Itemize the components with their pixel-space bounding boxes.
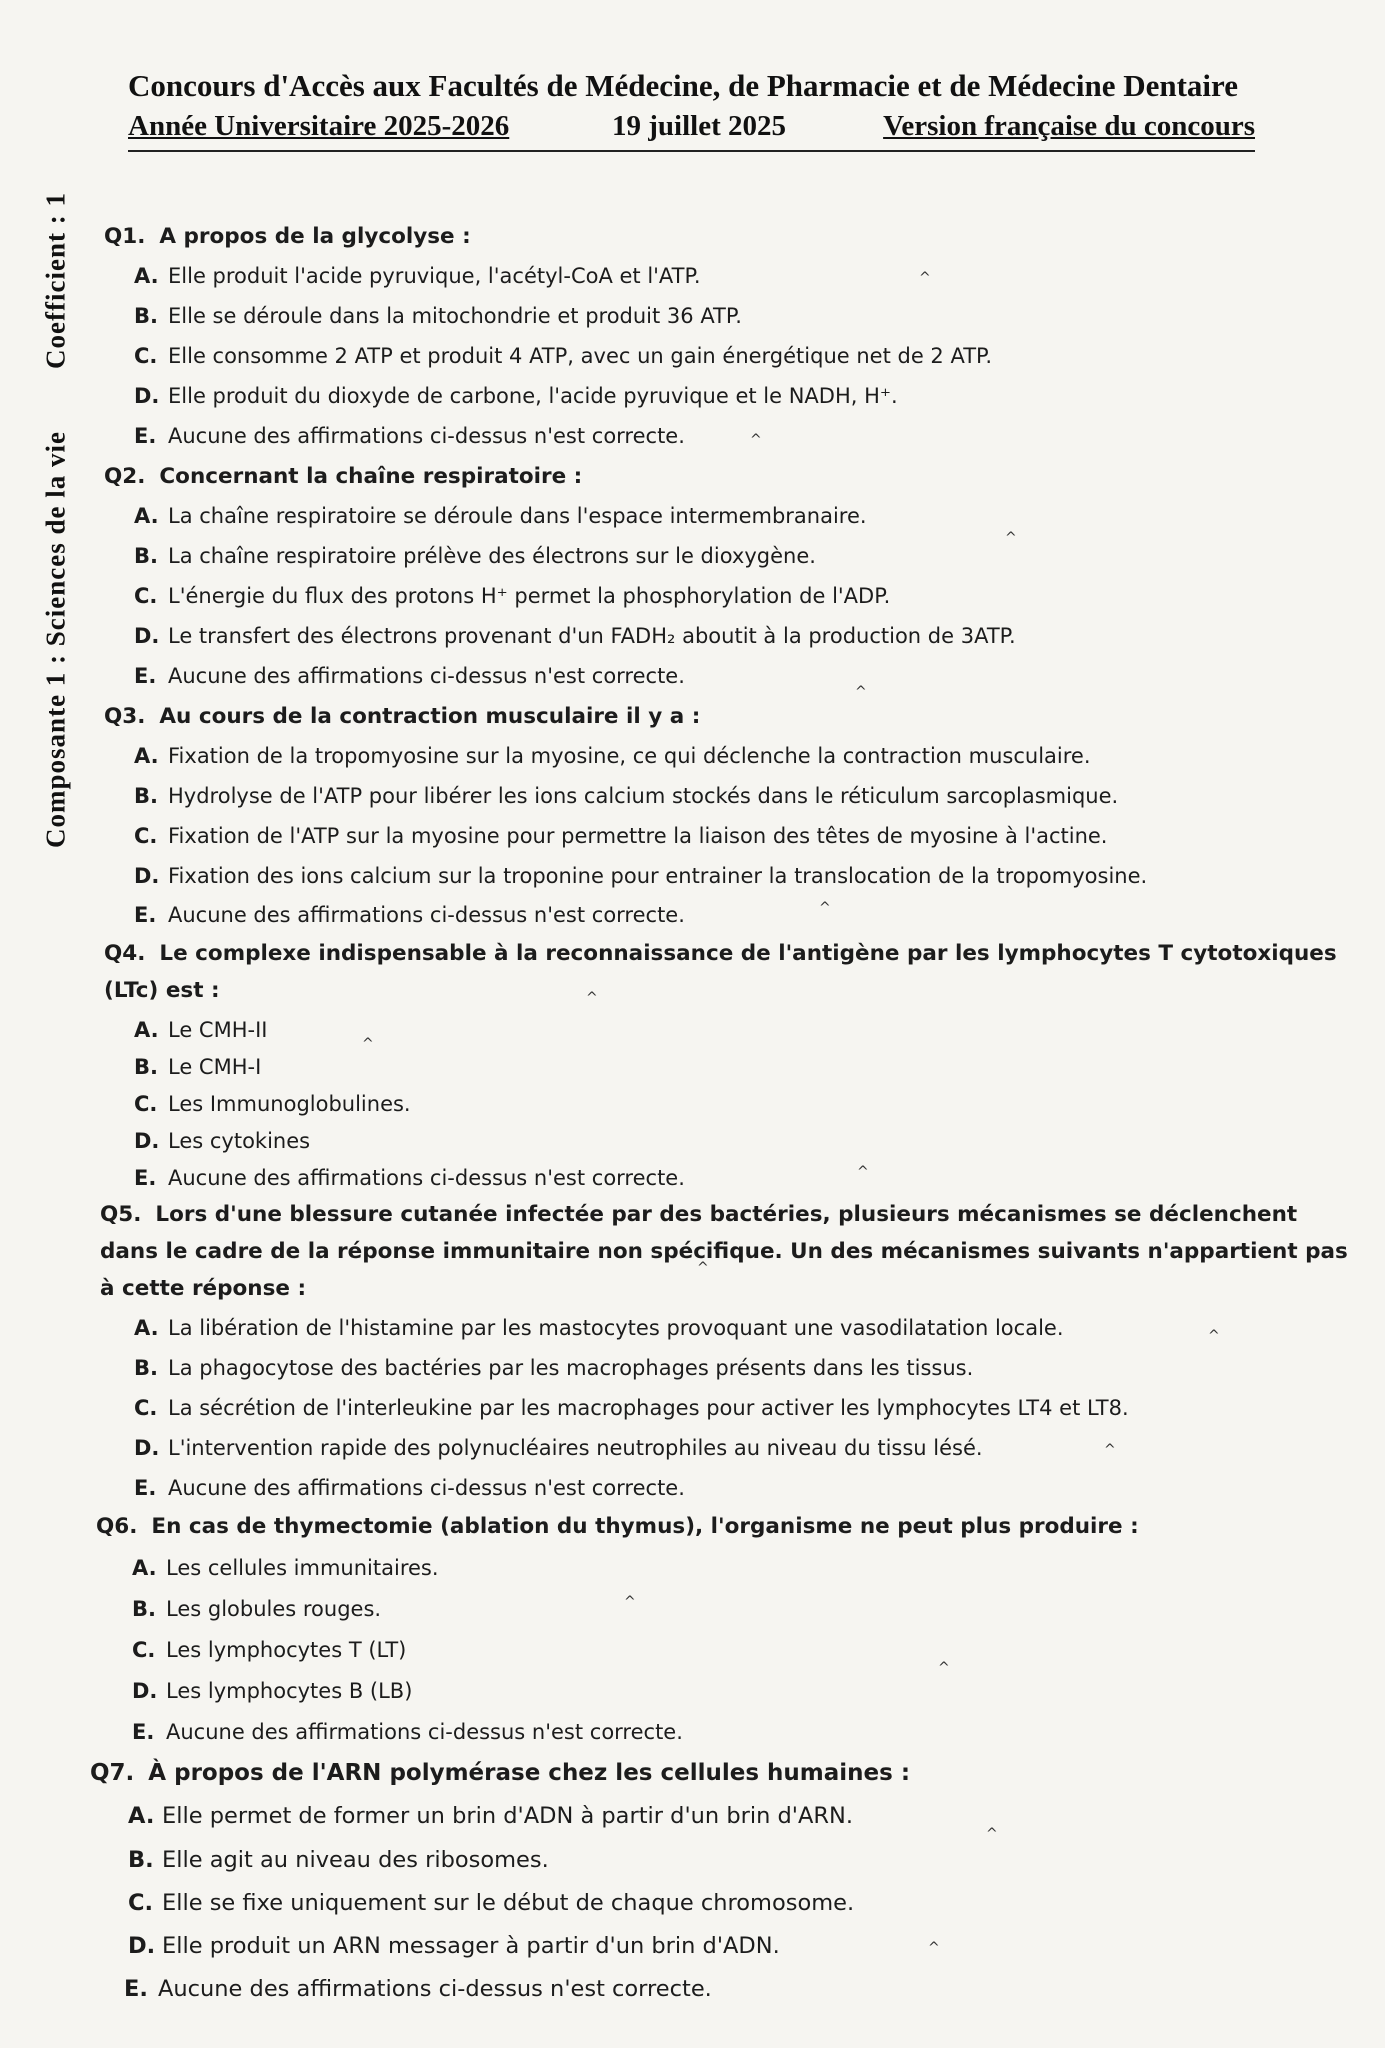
question-number: Q1. [104,224,146,249]
option-letter: C. [134,584,158,608]
header-title: Concours d'Accès aux Facultés de Médecine, de Pharmacie et de Médecine Dentaire [128,68,1239,103]
question-text: En cas de thymectomie (ablation du thymus), l'organisme ne peut plus produire : [151,1514,1139,1539]
question-stem [96,1508,1139,1545]
caret-mark: ^ [750,432,762,448]
option-e[interactable] [134,897,685,934]
option-text: Aucune des affirmations ci-dessus n'est correcte. [166,1720,683,1744]
option-letter: B. [134,544,158,568]
question-number: Q5. [100,1202,142,1227]
caret-mark: ^ [938,1660,950,1676]
option-text: Les globules rouges. [166,1597,382,1621]
option-b[interactable] [134,298,742,335]
option-e[interactable] [124,1971,712,2008]
option-a[interactable] [132,1550,439,1587]
option-letter: B. [134,1055,158,1079]
question-stem [104,218,471,255]
option-text: Fixation de la tropomyosine sur la myosine, ce qui déclenche la contraction musculaire. [168,744,1091,768]
question-stem [90,1755,910,1792]
question-number: Q7. [90,1760,135,1786]
caret-mark: ^ [855,684,867,700]
option-letter: C. [132,1638,156,1662]
option-d[interactable] [128,1928,780,1965]
question-text: A propos de la glycolyse : [159,224,471,249]
question-text: Au cours de la contraction musculaire il y a : [159,704,701,729]
option-text: Fixation de l'ATP sur la myosine pour permettre la liaison des têtes de myosine à l'actine. [168,824,1108,848]
caret-mark: ^ [1104,1442,1116,1458]
option-letter: A. [132,1556,157,1580]
header-info-line [128,106,1255,152]
option-letter: D. [132,1679,158,1703]
option-c[interactable] [134,1086,411,1123]
option-a[interactable] [128,1798,853,1835]
option-e[interactable] [134,658,685,695]
option-c[interactable] [134,578,890,615]
exam-date: 19 juillet 2025 [612,110,786,142]
option-text: Elle agit au niveau des ribosomes. [162,1847,549,1873]
option-c[interactable] [134,1390,1129,1427]
option-letter: B. [134,784,158,808]
option-d[interactable] [132,1673,412,1710]
option-text: La chaîne respiratoire se déroule dans l'espace intermembranaire. [168,504,867,528]
question-text: Le complexe indispensable à la reconnaissance de l'antigène par les lymphocytes T cytotoxiques [159,941,1337,966]
question-text: À propos de l'ARN polymérase chez les cellules humaines : [148,1760,911,1786]
question-stem [104,698,700,735]
option-letter: C. [134,1396,158,1420]
question-number: Q6. [96,1514,138,1539]
option-e[interactable] [134,1470,685,1507]
option-c[interactable] [132,1632,406,1669]
option-letter: C. [134,1092,158,1116]
option-c[interactable] [134,338,992,375]
option-letter: C. [134,344,158,368]
exam-header [128,66,1255,152]
option-text: Les cytokines [168,1129,311,1153]
option-text: Les cellules immunitaires. [166,1556,439,1580]
option-text: Aucune des affirmations ci-dessus n'est correcte. [168,664,685,688]
option-text: Aucune des affirmations ci-dessus n'est correcte. [158,1976,712,2002]
question-stem-continued: dans le cadre de la réponse immunitaire non spécifique. Un des mécanismes suivants n'appartient pas [100,1239,1348,1264]
option-c[interactable] [128,1885,854,1922]
option-b[interactable] [134,778,1118,815]
option-letter: D. [134,624,160,648]
option-d[interactable] [134,858,1147,895]
option-letter: A. [134,744,159,768]
option-text: Les lymphocytes B (LB) [166,1679,413,1703]
option-e[interactable] [134,418,685,455]
option-letter: D. [134,864,160,888]
option-text: Elle consomme 2 ATP et produit 4 ATP, avec un gain énergétique net de 2 ATP. [168,344,993,368]
question-number: Q3. [104,704,146,729]
option-letter: E. [132,1720,155,1744]
option-letter: A. [128,1803,155,1829]
option-letter: E. [134,664,157,688]
option-text: La sécrétion de l'interleukine par les macrophages pour activer les lymphocytes LT4 et LT8. [168,1396,1129,1420]
option-e[interactable] [134,1160,685,1197]
question-stem [104,458,582,495]
option-a[interactable] [134,498,867,535]
option-letter: A. [134,1316,159,1340]
caret-mark: ^ [1208,1328,1220,1344]
option-a[interactable] [134,738,1091,775]
caret-mark: ^ [697,1260,709,1276]
caret-mark: ^ [362,1036,374,1052]
option-text: Le CMH-I [168,1055,262,1079]
option-letter: E. [134,424,157,448]
academic-year: Année Universitaire 2025-2026 [128,110,510,142]
caret-mark: ^ [986,1826,998,1842]
option-letter: B. [132,1597,156,1621]
option-text: Aucune des affirmations ci-dessus n'est correcte. [168,1166,685,1190]
option-text: Aucune des affirmations ci-dessus n'est correcte. [168,1476,685,1500]
question-stem [104,935,1337,972]
option-text: Hydrolyse de l'ATP pour libérer les ions calcium stockés dans le réticulum sarcoplasmique. [168,784,1119,808]
option-a[interactable] [134,1310,1064,1347]
option-letter: D. [134,384,160,408]
option-letter: C. [128,1890,154,1916]
option-letter: E. [134,903,157,927]
option-letter: D. [128,1933,156,1959]
option-d[interactable] [134,1123,310,1160]
option-letter: B. [134,1356,158,1380]
option-letter: E. [134,1166,157,1190]
option-text: L'énergie du flux des protons H⁺ permet la phosphorylation de l'ADP. [168,584,891,608]
component-coefficient-label: Composante 1 : Sciences de la vie Coefficient : 1 [40,192,71,848]
option-text: La chaîne respiratoire prélève des électrons sur le dioxygène. [168,544,816,568]
caret-mark: ^ [857,1164,869,1180]
option-b[interactable] [128,1842,549,1879]
option-text: La libération de l'histamine par les mastocytes provoquant une vasodilatation locale. [168,1316,1064,1340]
caret-mark: ^ [928,1940,940,1956]
option-text: Fixation des ions calcium sur la troponine pour entrainer la translocation de la tropomyosine. [168,864,1148,888]
question-number: Q4. [104,941,146,966]
option-b[interactable] [134,1350,973,1387]
option-text: Elle se déroule dans la mitochondrie et produit 36 ATP. [168,304,742,328]
caret-mark: ^ [1005,530,1017,546]
option-letter: A. [134,504,159,528]
option-b[interactable] [134,1049,261,1086]
question-text: Concernant la chaîne respiratoire : [159,464,583,489]
option-text: Aucune des affirmations ci-dessus n'est correcte. [168,903,685,927]
caret-mark: ^ [919,270,931,286]
question-text: Lors d'une blessure cutanée infectée par des bactéries, plusieurs mécanismes se déclenchent [155,1202,1298,1227]
option-text: Le CMH-II [168,1018,268,1042]
option-letter: E. [134,1476,157,1500]
option-b[interactable] [132,1591,381,1628]
option-text: L'intervention rapide des polynucléaires neutrophiles au niveau du tissu lésé. [168,1436,983,1460]
option-letter: D. [134,1129,160,1153]
question-stem-continued: à cette réponse : [100,1276,307,1301]
option-text: Les Immunoglobulines. [168,1092,411,1116]
option-text: Elle se fixe uniquement sur le début de chaque chromosome. [162,1890,855,1916]
caret-mark: ^ [586,990,598,1006]
option-letter: C. [134,824,158,848]
option-text: Aucune des affirmations ci-dessus n'est correcte. [168,424,685,448]
option-d[interactable] [134,378,898,415]
option-letter: A. [134,1018,159,1042]
option-text: La phagocytose des bactéries par les macrophages présents dans les tissus. [168,1356,974,1380]
option-text: Elle permet de former un brin d'ADN à partir d'un brin d'ARN. [162,1803,853,1829]
option-d[interactable] [134,618,1016,655]
option-text: Elle produit l'acide pyruvique, l'acétyl-CoA et l'ATP. [168,264,701,288]
option-b[interactable] [134,538,816,575]
option-d[interactable] [134,1430,983,1467]
question-stem [100,1196,1297,1233]
caret-mark: ^ [819,900,831,916]
question-stem-continued: (LTc) est : [104,978,220,1003]
option-text: Elle produit un ARN messager à partir d'un brin d'ADN. [162,1933,780,1959]
option-letter: E. [124,1976,148,2002]
option-text: Elle produit du dioxyde de carbone, l'acide pyruvique et le NADH, H⁺. [168,384,898,408]
option-letter: B. [128,1847,154,1873]
option-letter: B. [134,304,158,328]
option-e[interactable] [132,1714,683,1751]
option-letter: D. [134,1436,160,1460]
option-letter: A. [134,264,159,288]
option-a[interactable] [134,258,701,295]
side-label [36,140,76,900]
exam-version: Version française du concours [883,110,1255,142]
question-number: Q2. [104,464,146,489]
option-c[interactable] [134,818,1107,855]
caret-mark: ^ [624,1594,636,1610]
option-text: Le transfert des électrons provenant d'un FADH₂ aboutit à la production de 3ATP. [168,624,1016,648]
option-a[interactable] [134,1012,267,1049]
option-text: Les lymphocytes T (LT) [166,1638,407,1662]
